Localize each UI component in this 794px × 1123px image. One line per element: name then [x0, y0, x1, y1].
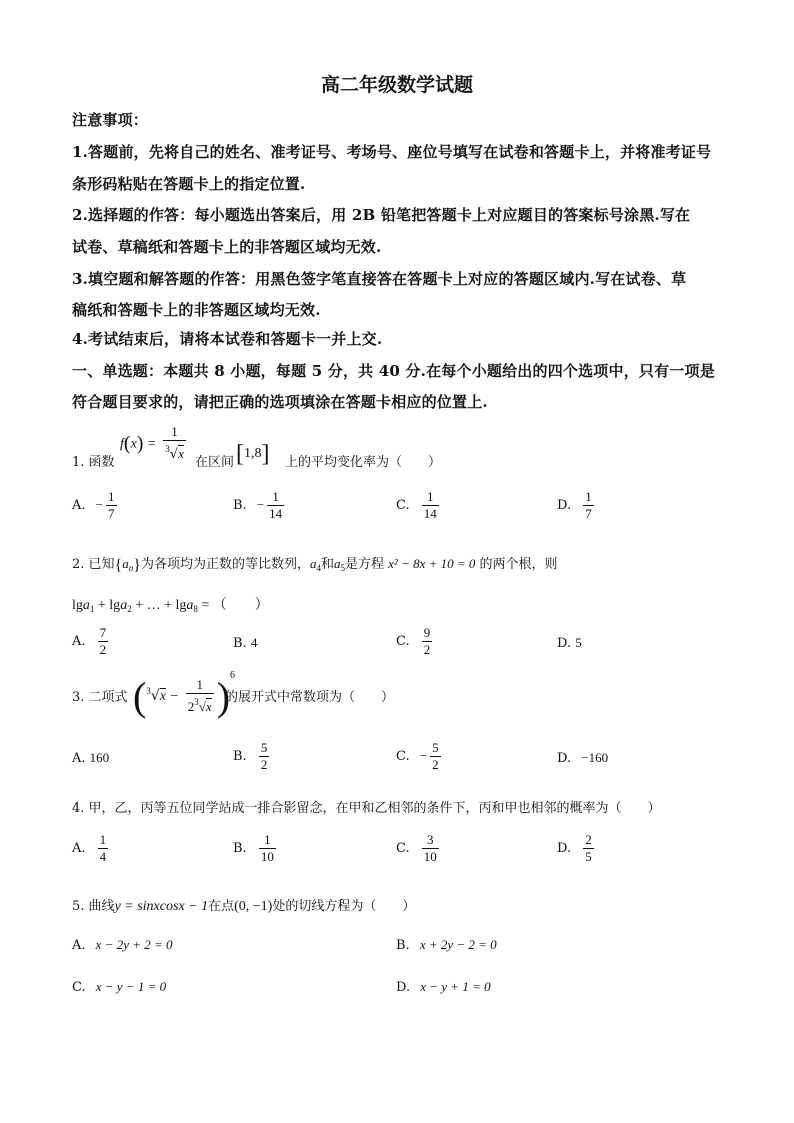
q3-option-d[interactable]: D. −160	[557, 750, 609, 766]
notice-line: 条形码粘贴在答题卡上的指定位置.	[72, 175, 306, 193]
q3-option-a[interactable]: A. 160	[72, 750, 110, 766]
question-5: 5. 曲线y = sinxcosx − 1在点(0, −1)处的切线方程为（ ）	[72, 899, 416, 914]
q2-expression: lga$_1$ + lga$_2$ + … + lga$_8$ = （ ）	[72, 598, 269, 614]
q4-option-a[interactable]: A. $\frac{1}{4}$	[72, 832, 107, 864]
notice-line: 2.选择题的作答：每小题选出答案后，用 2B 铅笔把答题卡上对应题目的答案标号涂黑.写在	[72, 206, 691, 224]
notice-line: 1.答题前，先将自己的姓名、准考证号、考场号、座位号填写在试卷和答题卡上，并将准考证号	[72, 143, 712, 161]
question-3: 3. 二项式	[72, 690, 128, 705]
q2-option-c[interactable]: C. $\frac{9}{2}$	[396, 625, 431, 657]
q1-interval: [1,8]	[236, 441, 270, 467]
q2-option-a[interactable]: A. $\frac{7}{2}$	[72, 625, 107, 657]
q2-option-d[interactable]: D. 5	[557, 635, 582, 651]
question-2: 2. 已知$\{a_n\}$为各项均为正数的等比数列，$a_4$和$a_5$是方程 x² − 8x + 10 = 0 的两个根，则	[72, 556, 558, 574]
section-heading: 符合题目要求的，请把正确的选项填涂在答题卡相应的位置上.	[72, 393, 488, 411]
q4-option-c[interactable]: C. $\frac{3}{10}$	[396, 832, 437, 864]
notice-line: 4.考试结束后，请将本试卷和答题卡一并上交.	[72, 330, 383, 348]
q1-option-a[interactable]: A. − $\frac{1}{7}$	[72, 489, 115, 521]
q1-fraction: $\frac{1}{^3√x}$	[165, 424, 184, 462]
q2-option-b[interactable]: B. 4	[233, 635, 258, 651]
q3-option-b[interactable]: B. $\frac{5}{2}$	[233, 740, 268, 772]
q3-binomial: ($^3$√x − $\frac{1}{2^3√x}$ )$^6$	[133, 670, 236, 719]
notice-heading: 注意事项：	[72, 111, 149, 129]
q5-option-d[interactable]: D. x − y + 1 = 0	[396, 979, 491, 995]
q1-interval-text: 在区间	[195, 455, 235, 470]
q5-option-c[interactable]: C. x − y − 1 = 0	[72, 979, 167, 995]
section-heading: 一、单选题：本题共 8 小题，每题 5 分，共 40 分.在每个小题给出的四个选项中，只有一项是	[72, 362, 715, 380]
question-1: 1. 函数	[72, 455, 115, 470]
page-title: 高二年级数学试题	[320, 74, 473, 96]
q3-tail: 的展开式中常数项为（ ）	[225, 690, 395, 705]
question-4: 4. 甲，乙，丙等五位同学站成一排合影留念，在甲和乙相邻的条件下，丙和甲也相邻的概率为（ ）	[72, 801, 661, 816]
q4-option-b[interactable]: B. $\frac{1}{10}$	[233, 832, 274, 864]
q4-option-d[interactable]: D. $\frac{2}{5}$	[557, 832, 592, 864]
q1-option-d[interactable]: D. $\frac{1}{7}$	[557, 489, 592, 521]
q1-option-b[interactable]: B. − $\frac{1}{14}$	[233, 489, 283, 521]
notice-line: 试卷、草稿纸和答题卡上的非答题区域均无效.	[72, 238, 382, 256]
q5-option-a[interactable]: A. x − 2y + 2 = 0	[72, 937, 173, 953]
notice-line: 3.填空题和解答题的作答：用黑色签字笔直接答在答题卡上对应的答题区域内.写在试卷、草	[72, 270, 687, 288]
q5-option-b[interactable]: B. x + 2y − 2 = 0	[396, 937, 497, 953]
q1-tail: 上的平均变化率为（ ）	[285, 455, 442, 470]
q1-option-c[interactable]: C. $\frac{1}{14}$	[396, 489, 437, 521]
q1-function-def: f(x) = $\frac{1}{^3√x}$	[120, 424, 184, 462]
q3-option-c[interactable]: C. − $\frac{5}{2}$	[396, 740, 439, 772]
notice-line: 稿纸和答题卡上的非答题区域均无效.	[72, 301, 321, 319]
